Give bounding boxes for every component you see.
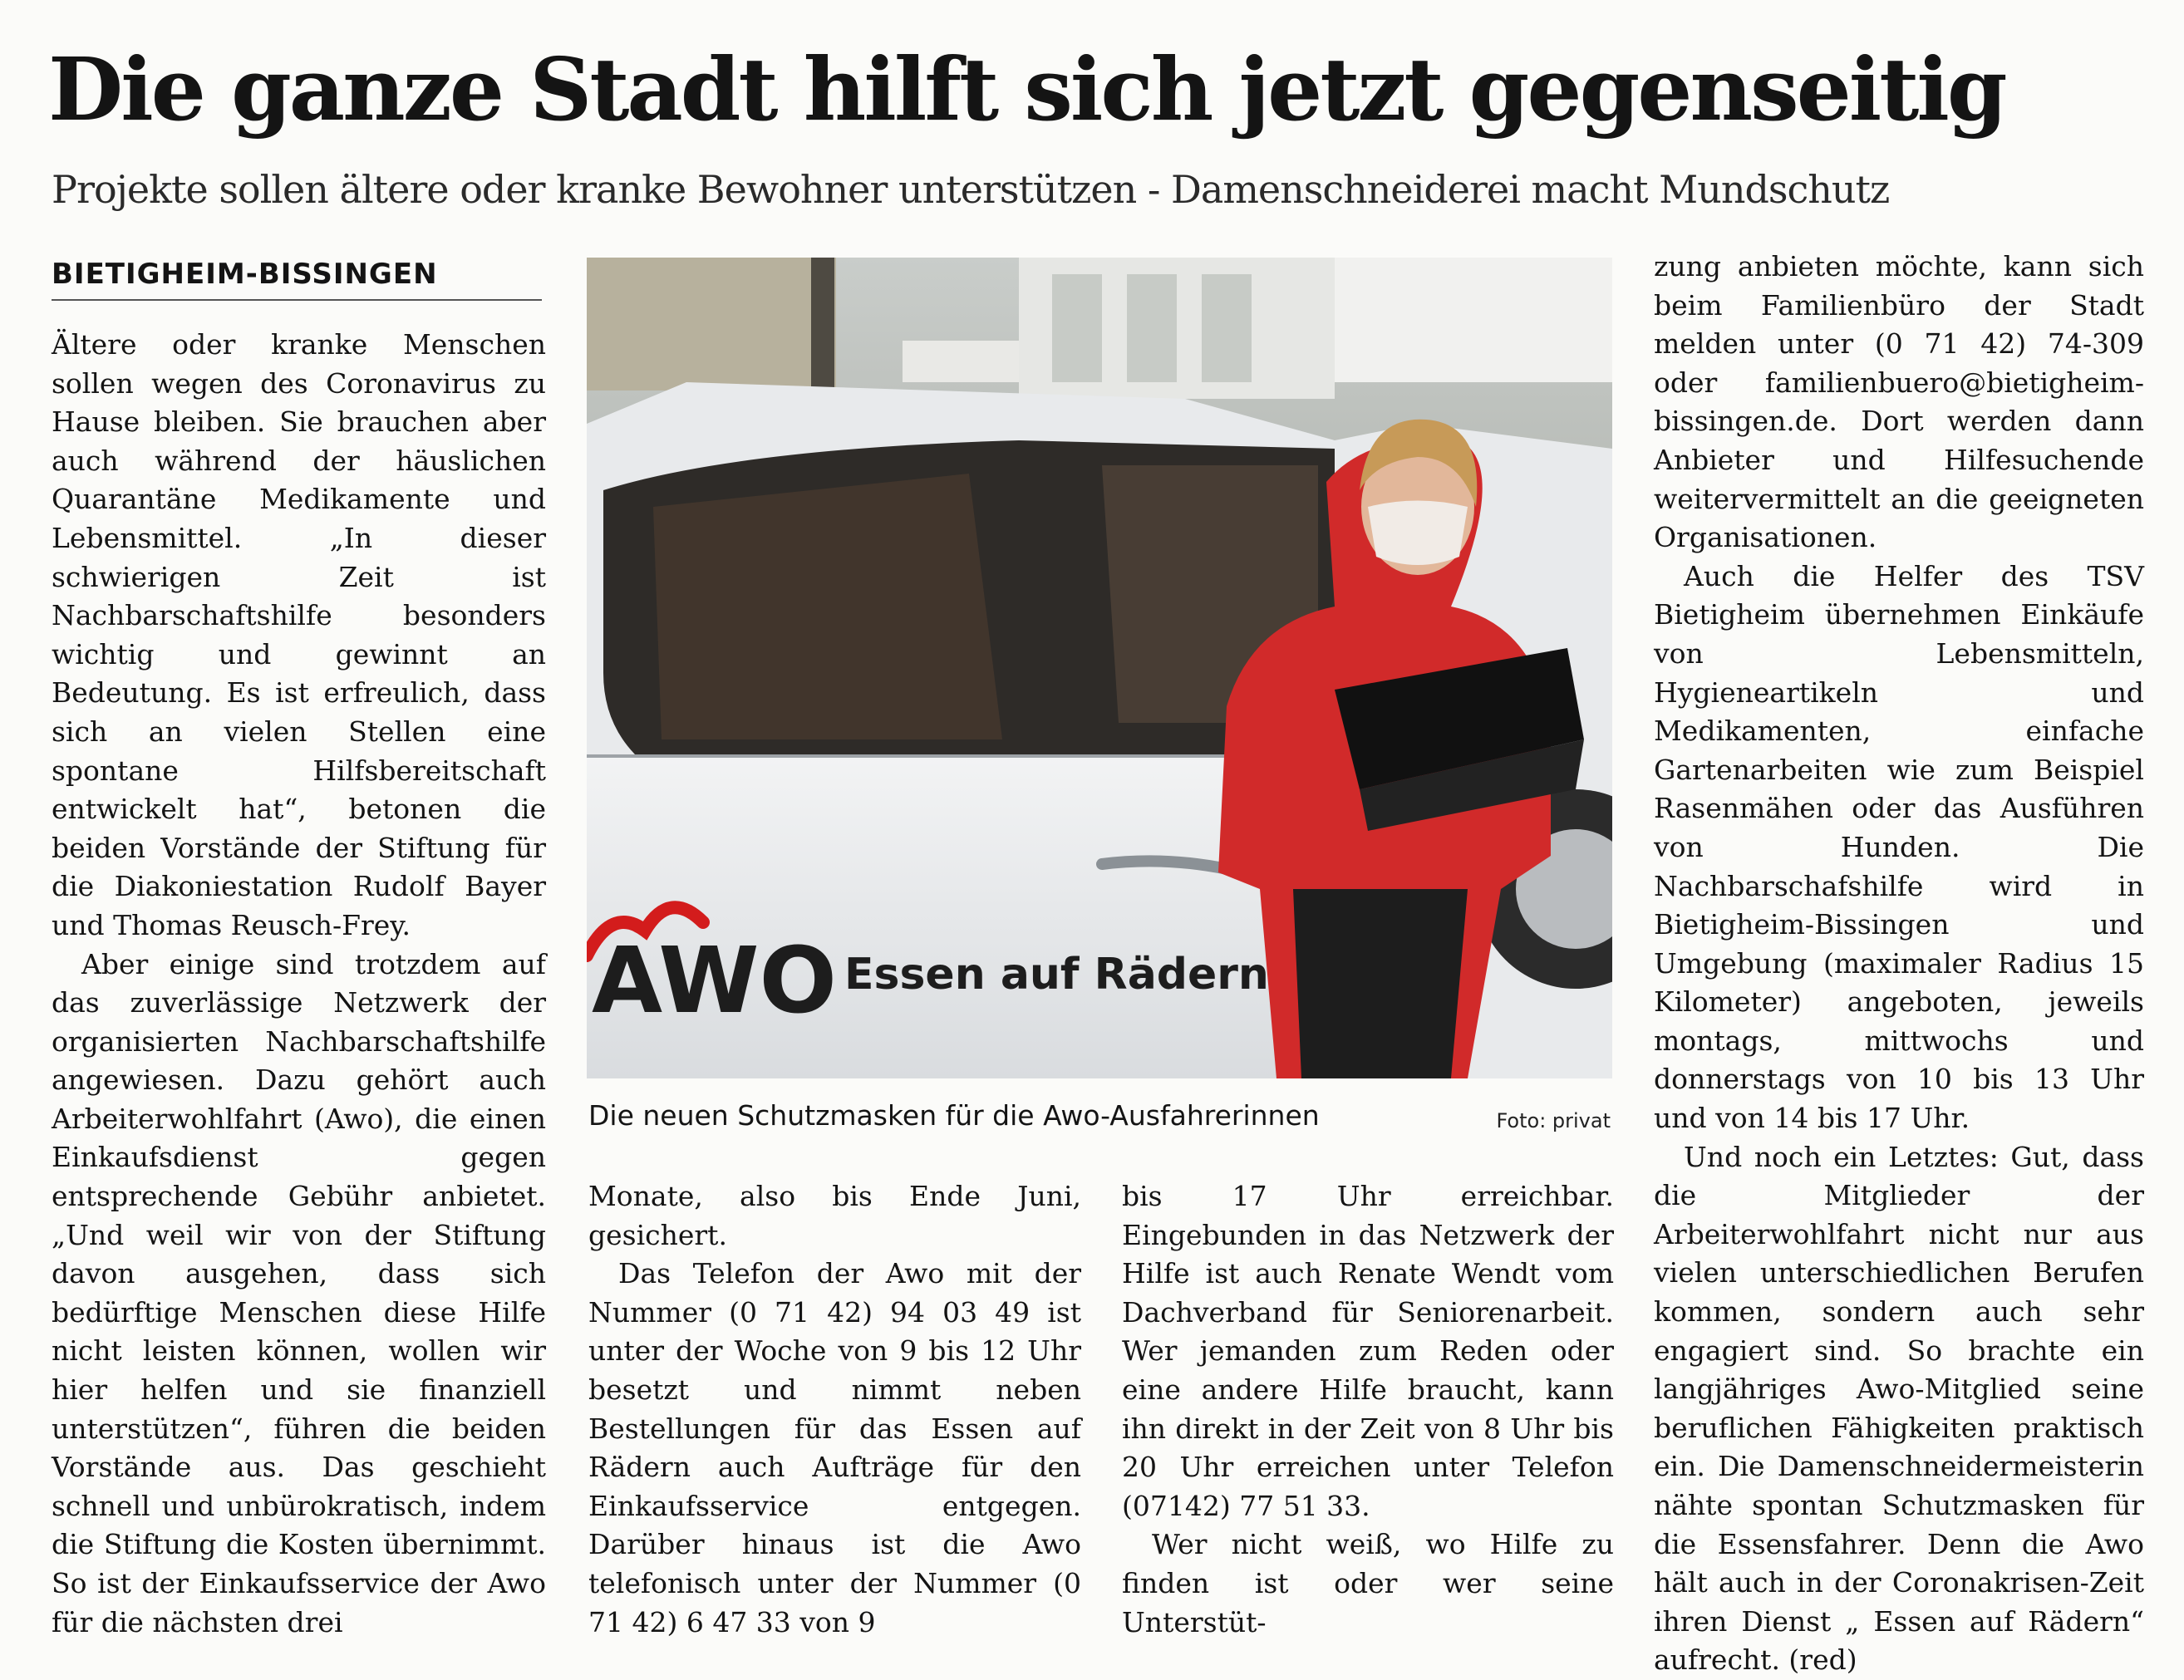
photo-illustration (587, 258, 1612, 1078)
paragraph: zung anbieten möchte, kann sich beim Familienbüro der Stadt melden unter (0 71 42) 74-309 oder familienbuero@bietigheim-bissingen.de. Dort werden dann Anbieter und Hilfesuchende weitervermittelt an die geeigneten Organisationen. (1654, 250, 2144, 554)
car-logo: AWO (592, 927, 838, 1034)
article-column-2 (588, 1177, 1081, 1642)
paragraph: Ältere oder kranke Menschen sollen wegen des Coronavirus zu Hause bleiben. Sie brauchen aber auch während der häuslichen Quarantäne Medikamente und Lebensmittel. „In dieser schwierigen Zeit ist Nachbarschaftshilfe besonders wichtig und gewinnt an Bedeutung. Es ist erfreulich, dass sich an vielen Stellen eine spontane Hilfsbereitschaft entwickelt hat“, betonen die beiden Vorstände der Stiftung für die Diakoniestation Rudolf Bayer und Thomas Reusch-Frey. (52, 328, 546, 941)
paragraph: Wer nicht weiß, wo Hilfe zu finden ist oder wer seine Unterstüt- (1122, 1528, 1614, 1638)
article-column-3 (1122, 1177, 1614, 1642)
car-lettering: Essen auf Rädern (844, 950, 1269, 1000)
paragraph: Auch die Helfer des TSV Bietigheim übernehmen Einkäufe von Lebensmitteln, Hygieneartikeln und Medikamenten, einfache Gartenarbeiten wie zum Beispiel Rasenmähen oder das Ausführen von Hunden. Die Nachbarschafshilfe wird in Bietigheim-Bissingen und Umgebung (maximaler Radius 15 Kilometer) angeboten, jeweils montags, mittwochs und donnerstags von 10 bis 13 Uhr und von 14 bis 17 Uhr. (1654, 559, 2144, 1135)
article-column-4 (1654, 248, 2144, 1680)
photo-credit: Foto: privat (1496, 1109, 1611, 1132)
paragraph: Monate, also bis Ende Juni, gesichert. (588, 1180, 1081, 1251)
subheadline: Projekte sollen ältere oder kranke Bewohner unterstützen - Damenschneiderei macht Mundschutz (52, 167, 1890, 212)
caption-text: Die neuen Schutzmasken für die Awo-Ausfahrerinnen (588, 1099, 1320, 1132)
paragraph: Und noch ein Letztes: Gut, dass die Mitglieder der Arbeiterwohlfahrt nicht nur aus vielen unterschiedlichen Berufen kommen, sondern auch sehr engagiert sind. So brachte ein langjähriges Awo-Mitglied seine beruflichen Fähigkeiten praktisch ein. Die Damenschneidermeisterin nähte spontan Schutzmasken für die Essensfahrer. Denn die Awo hält auch in der Coronakrisen-Zeit ihren Dienst „ Essen auf Rädern“ aufrecht. (red) (1654, 1140, 2144, 1677)
headline: Die ganze Stadt hilft sich jetzt gegenseitig (48, 38, 2005, 140)
paragraph: Aber einige sind trotzdem auf das zuverlässige Netzwerk der organisierten Nachbarschaftshilfe angewiesen. Dazu gehört auch Arbeiterwohlfahrt (Awo), die einen Einkaufsdienst gegen entsprechende Gebühr anbietet. „Und weil wir von der Stiftung davon ausgehen, dass sich bedürftige Menschen diese Hilfe nicht leisten können, wollen wir hier helfen und sie finanziell unterstützen“, führen die beiden Vorstände aus. Das geschieht schnell und unbürokratisch, indem die Stiftung die Kosten übernimmt. So ist der Einkaufsservice der Awo für die nächsten drei (52, 947, 546, 1638)
location-dateline: BIETIGHEIM-BISSINGEN (52, 254, 542, 301)
paragraph: Das Telefon der Awo mit der Nummer (0 71 42) 94 03 49 ist unter der Woche von 9 bis 12 Uhr besetzt und nimmt neben Bestellungen für das Essen auf Rädern auch Aufträge für den Einkaufsservice entgegen. Darüber hinaus ist die Awo telefonisch unter der Nummer (0 71 42) 6 47 33 von 9 (588, 1257, 1081, 1638)
article-photo (587, 258, 1612, 1078)
photo-caption (588, 1097, 1611, 1135)
paragraph: bis 17 Uhr erreichbar. Eingebunden in das Netzwerk der Hilfe ist auch Renate Wendt vom Dachverband für Seniorenarbeit. Wer jemanden zum Reden oder eine andere Hilfe braucht, kann ihn direkt in der Zeit von 8 Uhr bis 20 Uhr erreichen unter Telefon (07142) 77 51 33. (1122, 1180, 1614, 1522)
article-column-1 (52, 326, 546, 1642)
